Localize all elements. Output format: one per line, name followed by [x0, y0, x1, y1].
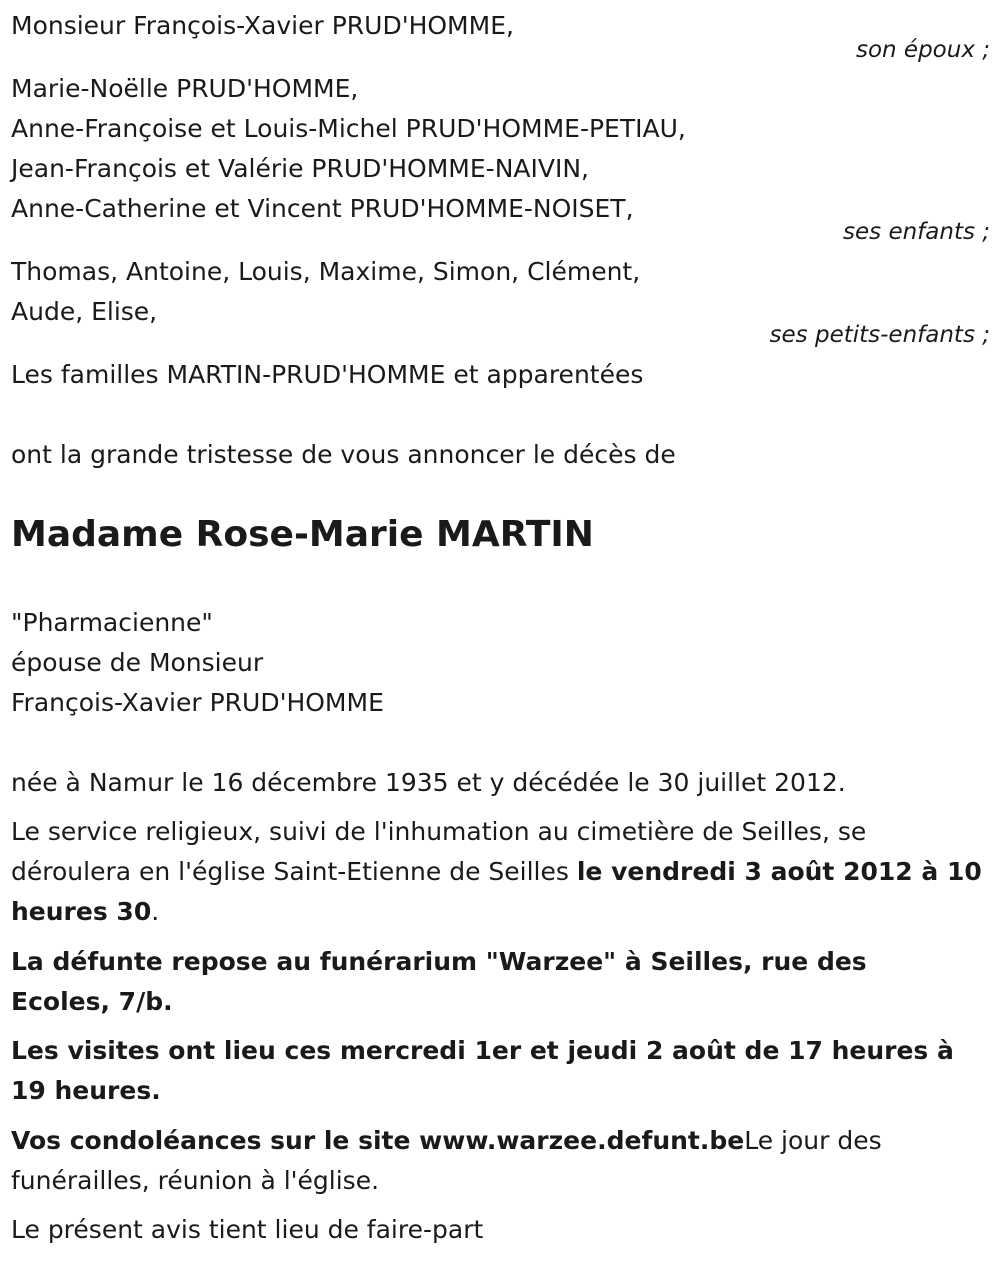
grandchild-line: Thomas, Antoine, Louis, Maxime, Simon, Clément,	[11, 257, 641, 286]
profession: "Pharmacienne"	[11, 608, 213, 637]
grandchildren-role: ses petits-enfants ;	[769, 322, 990, 348]
families-line: Les familles MARTIN-PRUD'HOMME et apparentées	[11, 360, 644, 389]
child-line: Marie-Noëlle PRUD'HOMME,	[11, 74, 359, 103]
closing-line: Le présent avis tient lieu de faire-part	[11, 1215, 484, 1244]
grandchild-line: Aude, Elise,	[11, 297, 158, 326]
spouse-name-text: Monsieur François-Xavier PRUD'HOMME,	[11, 11, 514, 40]
spouse-of-line: épouse de Monsieur	[11, 648, 264, 677]
birth-death: née à Namur le 16 décembre 1935 et y décédée le 30 juillet 2012.	[11, 768, 846, 797]
deceased-details	[11, 603, 991, 723]
children-list	[11, 69, 991, 229]
condolences-funeral: Le jour des funérailles, réunion à l'église.	[11, 1126, 882, 1195]
spouse-role: son époux ;	[855, 37, 990, 63]
announcement-line: ont la grande tristesse de vous annoncer le décès de	[11, 440, 676, 469]
condolences-site: Vos condoléances sur le site www.warzee.defunt.be	[11, 1126, 745, 1155]
deceased-name: Madame Rose-Marie MARTIN	[11, 514, 594, 555]
condolences-paragraph	[11, 1121, 941, 1201]
service-text: Le service religieux, suivi de l'inhumation au cimetière de Seilles, se déroulera en l'église Saint-Etienne de Seilles	[11, 817, 867, 886]
service-date: le vendredi 3 août 2012 à 10 heures 30	[11, 857, 982, 926]
visits-paragraph	[11, 1031, 976, 1111]
spouse-name	[11, 6, 991, 46]
funerarium-text: La défunte repose au funérarium "Warzee" à Seilles, rue des Ecoles, 7/b.	[11, 947, 867, 1016]
child-line: Anne-Françoise et Louis-Michel PRUD'HOMME-PETIAU,	[11, 114, 686, 143]
visits-text: Les visites ont lieu ces mercredi 1er et jeudi 2 août de 17 heures à 19 heures.	[11, 1036, 954, 1105]
service-paragraph	[11, 812, 989, 932]
service-end: .	[151, 897, 160, 926]
child-line: Jean-François et Valérie PRUD'HOMME-NAIVIN,	[11, 154, 589, 183]
children-role: ses enfants ;	[843, 219, 990, 245]
spouse-of-line: François-Xavier PRUD'HOMME	[11, 688, 384, 717]
funerarium-paragraph	[11, 942, 956, 1022]
child-line: Anne-Catherine et Vincent PRUD'HOMME-NOISET,	[11, 194, 634, 223]
